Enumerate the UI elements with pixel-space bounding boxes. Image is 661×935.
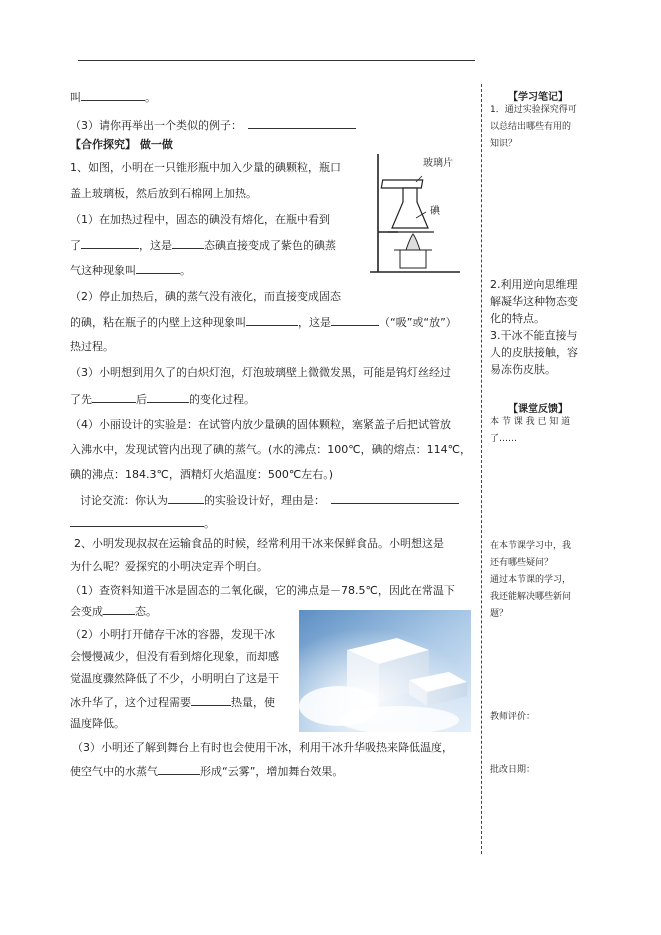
answer-blank[interactable] xyxy=(168,493,204,504)
conical-flask xyxy=(392,188,428,228)
q1-line-9 xyxy=(70,366,451,380)
text: 以总结出哪些有用的 xyxy=(490,122,572,132)
text: 讨论交流：你认为 xyxy=(80,494,168,507)
text: 。 xyxy=(145,91,156,104)
answer-blank[interactable] xyxy=(92,392,136,403)
q2-line-3 xyxy=(70,584,455,598)
text: 了先 xyxy=(70,393,92,406)
answer-blank[interactable] xyxy=(147,392,189,403)
answer-blank[interactable] xyxy=(172,238,204,249)
header-rule xyxy=(78,60,475,61)
q2-line-10 xyxy=(72,741,453,755)
text: 热过程。 xyxy=(70,340,114,353)
text: 。 xyxy=(180,264,191,277)
text: 的变化过程。 xyxy=(189,393,255,406)
q1-line-5 xyxy=(70,263,191,278)
text: （2）小明打开储存干冰的容器，发现干冰 xyxy=(70,628,275,641)
notes-title xyxy=(508,88,568,103)
text: 【课堂反馈】 xyxy=(508,404,568,415)
feedback-2 xyxy=(490,538,571,623)
text: ，这是 xyxy=(298,316,331,329)
text: 态。 xyxy=(135,605,157,618)
text: 2、小明发现叔叔在运输食品的时候，经常利用干冰来保鲜食品。小明想这是 xyxy=(74,537,444,550)
q2-line-11 xyxy=(70,764,343,779)
q1-line-14 xyxy=(80,493,459,508)
answer-blank[interactable] xyxy=(331,493,459,504)
text: （1）在加热过程中，固态的碘没有熔化，在瓶中看到 xyxy=(70,213,330,226)
q1-line-8 xyxy=(70,340,114,354)
text: 使空气中的水蒸气 xyxy=(70,765,158,778)
answer-blank[interactable] xyxy=(70,516,204,527)
text: （3）小明还了解到舞台上有时也会使用干冰，利用干冰升华吸热来降低温度， xyxy=(72,741,453,754)
text: 2.利用逆向思维理 xyxy=(490,278,578,291)
text: 通过本节课的学习， xyxy=(490,575,572,585)
text: 人的皮肤接触，容 xyxy=(490,346,578,359)
answer-blank[interactable] xyxy=(103,604,135,615)
q1-line-2 xyxy=(70,187,257,201)
text: （3）小明想到用久了的白炽灯泡，灯泡玻璃壁上微微发黑，可能是钨灯丝经过 xyxy=(70,366,451,379)
text: 盖上玻璃板，然后放到石棉网上加热。 xyxy=(70,187,257,200)
text: 气这种现象叫 xyxy=(70,264,136,277)
q1-line-3 xyxy=(70,213,330,227)
q2-line-4 xyxy=(70,604,157,619)
text: 后 xyxy=(136,393,147,406)
lamp-flame xyxy=(394,234,432,268)
text: 教师评价： xyxy=(490,712,536,722)
q2-line-9 xyxy=(70,717,125,731)
q1-line-7 xyxy=(70,315,457,330)
text: 的碘，粘在瓶子的内壁上这种现象叫 xyxy=(70,316,246,329)
text: （3）请你再举出一个类似的例子： xyxy=(70,119,242,132)
text: 1．通过实验探究得可 xyxy=(490,105,577,115)
text: 题？ xyxy=(490,609,509,619)
grade-date xyxy=(490,762,535,779)
text: 化的特点。 xyxy=(490,312,545,325)
text: 批改日期： xyxy=(490,765,536,775)
q1-line-13 xyxy=(70,468,333,482)
text: 3.干冰不能直接与 xyxy=(490,329,578,342)
answer-blank[interactable] xyxy=(331,315,379,326)
text: 了…… xyxy=(490,434,518,444)
q1-line-6 xyxy=(70,290,341,304)
q2-line-7 xyxy=(70,672,279,686)
q1-line-15 xyxy=(70,516,215,531)
text: ，这是 xyxy=(139,239,172,252)
section-title-text: 【合作探究】 做一做 xyxy=(70,138,173,151)
answer-blank[interactable] xyxy=(81,238,139,249)
text: 易冻伤皮肤。 xyxy=(490,363,556,376)
text: 。 xyxy=(204,517,215,530)
text: 温度降低。 xyxy=(70,717,125,730)
text: （“吸”或“放”） xyxy=(379,316,457,329)
text: 知识？ xyxy=(490,139,518,149)
line-example xyxy=(70,118,356,133)
feedback-title xyxy=(508,400,568,415)
text: （2）停止加热后，碘的蒸气没有液化，而直接变成固态 xyxy=(70,290,341,303)
text: 态碘直接变成了紫色的碘蒸 xyxy=(204,239,336,252)
text: 觉温度骤然降低了不少，小明明白了这是干 xyxy=(70,672,279,685)
q2-line-5 xyxy=(70,628,275,642)
text: 【学习笔记】 xyxy=(508,92,568,103)
q1-line-4 xyxy=(70,238,336,253)
answer-blank[interactable] xyxy=(136,263,180,274)
text: 的实验设计好，理由是： xyxy=(204,494,325,507)
text: （1）查资料知道干冰是固态的二氧化碳，它的沸点是－78.5℃，因此在常温下 xyxy=(70,584,455,597)
text: 本 节 课 我 已 知 道 xyxy=(490,417,571,427)
q2-line-8 xyxy=(70,695,275,710)
q1-line-11 xyxy=(70,418,451,432)
answer-blank[interactable] xyxy=(81,90,145,101)
label-iodine: 碘 xyxy=(430,206,440,217)
answer-blank[interactable] xyxy=(248,118,356,129)
text: 了 xyxy=(70,239,81,252)
text: 会变成 xyxy=(70,605,103,618)
text: 我还能解决哪些新问 xyxy=(490,592,572,602)
q1-line-1 xyxy=(70,161,341,175)
text: 碘的沸点：184.3℃，酒精灯火焰温度：500℃左右。) xyxy=(70,468,333,481)
q2-line-2 xyxy=(70,560,268,574)
teacher-eval xyxy=(490,709,535,726)
answer-blank[interactable] xyxy=(158,764,200,775)
text: （4）小丽设计的实验是：在试管内放少量碘的固体颗粒，塞紧盖子后把试管放 xyxy=(70,418,451,431)
q1-line-12 xyxy=(70,443,471,457)
text: 热量，使 xyxy=(231,696,275,709)
iodine-apparatus-figure xyxy=(368,150,463,280)
answer-blank[interactable] xyxy=(246,315,298,326)
text: 为什么呢？爱探究的小明决定弄个明白。 xyxy=(70,560,268,573)
label-glass-plate: 玻璃片 xyxy=(423,158,453,169)
notes-1 xyxy=(490,102,577,153)
line-answer-1 xyxy=(70,90,156,105)
text: 解凝华这种物态变 xyxy=(490,295,578,308)
text: 还有哪些疑问？ xyxy=(490,558,554,568)
text: 会慢慢减少，但没有看到熔化现象，而却感 xyxy=(70,650,279,663)
notes-2 xyxy=(490,276,578,378)
q1-line-10 xyxy=(70,392,255,407)
feedback-1 xyxy=(490,414,570,448)
text: 形成“云雾”，增加舞台效果。 xyxy=(200,765,344,778)
column-divider xyxy=(481,84,482,854)
text: 叫 xyxy=(70,91,81,104)
text: 入沸水中，发现试管内出现了碘的蒸气。(水的沸点：100℃，碘的熔点：114℃， xyxy=(70,443,471,456)
q2-line-1 xyxy=(74,537,444,551)
text: 1、如图，小明在一只锥形瓶中加入少量的碘颗粒，瓶口 xyxy=(70,161,341,174)
section-title xyxy=(70,138,173,152)
text: 冰升华了，这个过程需要 xyxy=(70,696,191,709)
text: 在本节课学习中，我 xyxy=(490,541,572,551)
answer-blank[interactable] xyxy=(191,695,231,706)
q2-line-6 xyxy=(70,650,279,664)
dry-ice-photo xyxy=(299,610,471,732)
